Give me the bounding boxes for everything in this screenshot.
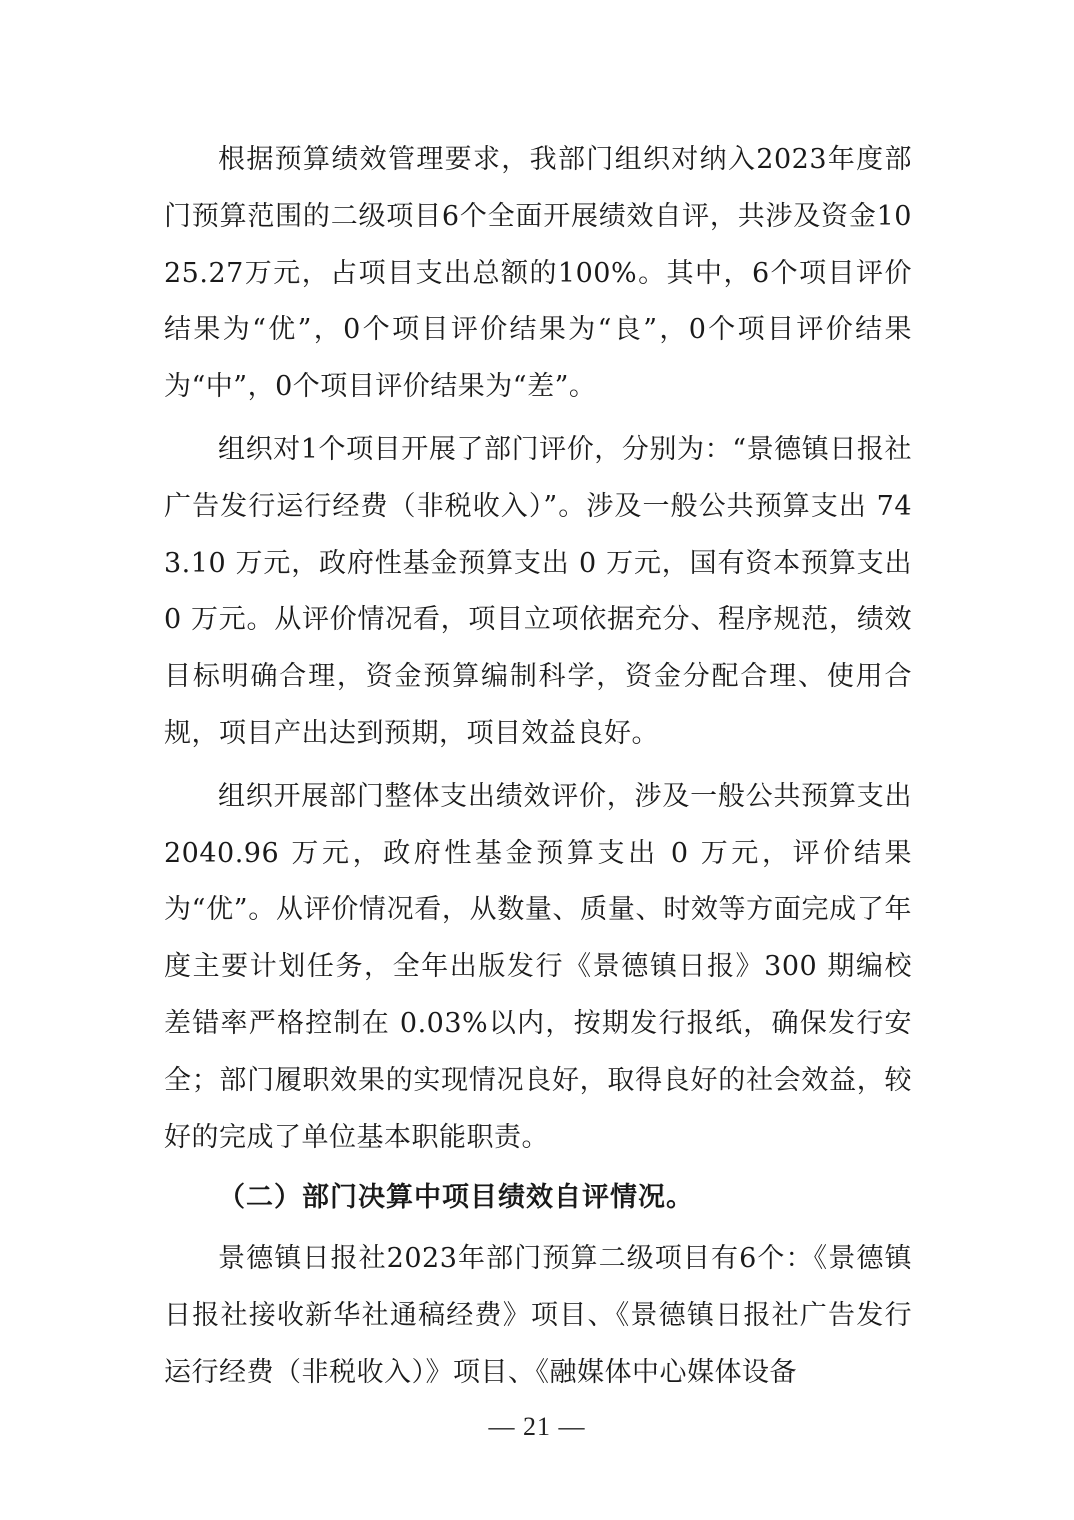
section-heading: （二）部门决算中项目绩效自评情况。 xyxy=(218,1182,694,1214)
paragraph-department-evaluation: 组织对1个项目开展了部门评价，分别为：“景德镇日报社广告发行运行经费（非税收入）”。涉及一般公共预算支出 743.10 万元，政府性基金预算支出 0 万元，国有资本预算支出 0 万元。从评价情况看，项目立项依据充分、程序规范，绩效目标明确合理，资金预算编制科学，资金分配合理、使用合规，项目产出达到预期，项目效益良好。 xyxy=(164,433,912,749)
page-number: — 21 — xyxy=(488,1412,586,1441)
paragraph-self-evaluation: 根据预算绩效管理要求，我部门组织对纳入2023年度部门预算范围的二级项目6个全面开展绩效自评，共涉及资金1025.27万元，占项目支出总额的100%。其中，6个项目评价结果为“优”，0个项目评价结果为“良”，0个项目评价结果为“中”，0个项目评价结果为“差”。 xyxy=(164,144,912,403)
paragraph-project-list: 景德镇日报社2023年部门预算二级项目有6个：《景德镇日报社接收新华社通稿经费》项目、《景德镇日报社广告发行运行经费（非税收入）》项目、《融媒体中心媒体设备 xyxy=(164,1243,912,1388)
paragraph-overall-expenditure-evaluation: 组织开展部门整体支出绩效评价，涉及一般公共预算支出 2040.96 万元，政府性基金预算支出 0 万元，评价结果为“优”。从评价情况看，从数量、质量、时效等方面完成了年度主要计划任务，全年出版发行《景德镇日报》300 期编校差错率严格控制在 0.03%以内，按期发行报纸，确保发行安全；部门履职效果的实现情况良好，取得良好的社会效益，较好的完成了单位基本职能职责。 xyxy=(164,780,912,1153)
document-body xyxy=(164,132,912,1402)
